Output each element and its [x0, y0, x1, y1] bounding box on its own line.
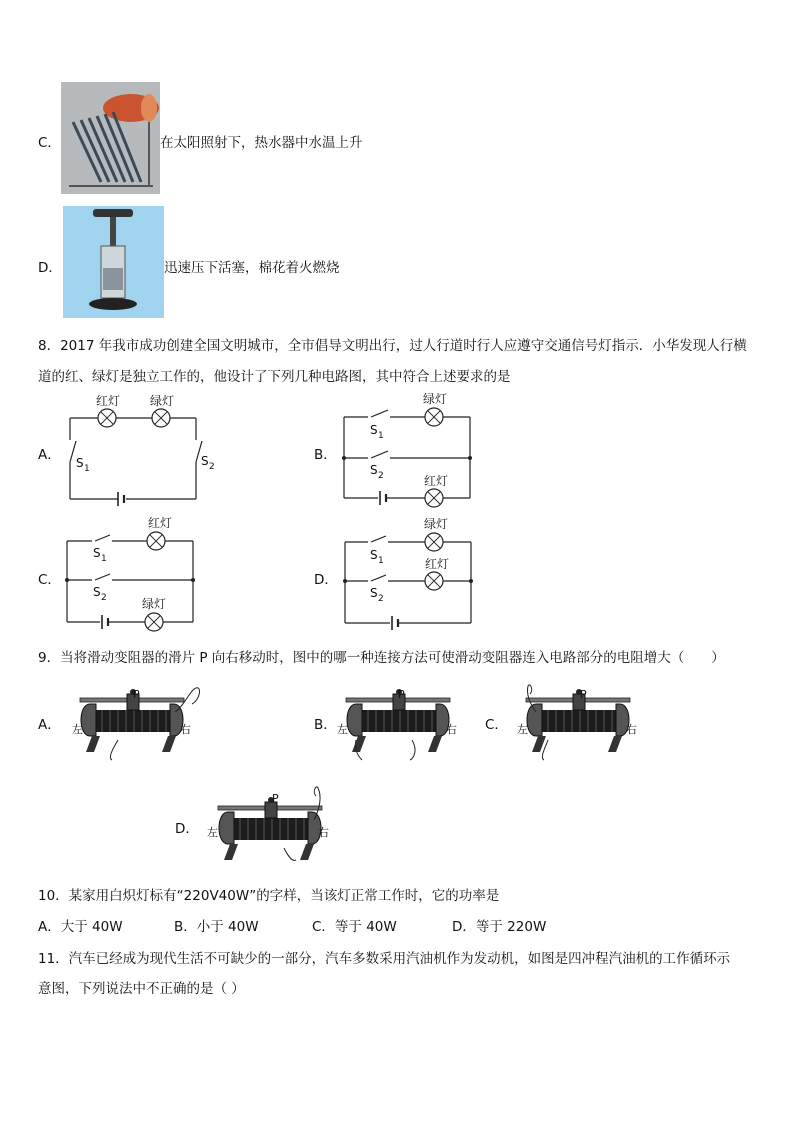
- svg-text:2: 2: [209, 462, 215, 472]
- svg-text:2: 2: [101, 593, 107, 603]
- circuit-d-s: S: [370, 586, 378, 600]
- rheostat-c-right: 右: [626, 723, 637, 736]
- circuit-c-green-label: 绿灯: [142, 597, 167, 611]
- rheostat-d-right: 右: [318, 826, 329, 839]
- option-d-label: D．: [38, 260, 62, 276]
- circuit-d-s: S: [370, 548, 378, 562]
- svg-text:2: 2: [378, 594, 384, 604]
- q8-stem-line1: 8．2017 年我市成功创建全国文明城市，全市倡导文明出行，过人行道时行人应遵守交通信号灯指示．小华发现人行横: [38, 338, 747, 354]
- circuit-c-s: S: [93, 546, 101, 560]
- svg-text:1: 1: [84, 464, 90, 474]
- circuit-b-s: S: [370, 423, 378, 437]
- q9-rheostat-diagrams: [0, 680, 794, 870]
- option-d-text: 迅速压下活塞，棉花着火燃烧: [164, 260, 340, 276]
- rheostat-d-p: P: [272, 792, 279, 805]
- air-compression-syringe-image: [63, 206, 164, 318]
- rheostat-d-left: 左: [207, 826, 218, 839]
- circuit-a: [70, 418, 202, 506]
- circuit-c-s: S: [93, 585, 101, 599]
- q9-stem: 9．当将滑动变阻器的滑片 P 向右移动时，图中的哪一种连接方法可使滑动变阻器连入电路部分的电阻增大（ ）: [38, 650, 725, 666]
- circuit-c-option-label: C．: [38, 572, 61, 588]
- q10-option-c: C．等于 40W: [312, 919, 397, 935]
- rheostat-b-p: P: [398, 688, 405, 701]
- q8-stem-line2: 道的红、绿灯是独立工作的，他设计了下列几种电路图，其中符合上述要求的是: [38, 369, 511, 385]
- circuit-b-option-label: B．: [314, 447, 337, 463]
- circuit-c: [67, 535, 193, 629]
- rheostat-c: [526, 685, 630, 760]
- rheostat-a-option-label: A．: [38, 717, 61, 733]
- circuit-a-option-label: A．: [38, 447, 61, 463]
- svg-text:2: 2: [378, 471, 384, 481]
- circuit-d: [345, 536, 471, 630]
- circuit-c-red-label: 红灯: [148, 516, 173, 530]
- rheostat-b-option-label: B．: [314, 717, 337, 733]
- q11-stem-line1: 11．汽车已经成为现代生活不可缺少的一部分，汽车多数采用汽油机作为发动机，如图是四冲程汽油机的工作循环示: [38, 951, 731, 967]
- rheostat-c-option-label: C．: [485, 717, 508, 733]
- circuit-a-red-label: 红灯: [96, 394, 121, 408]
- q11-stem-line2: 意图，下列说法中不正确的是（ ）: [38, 981, 245, 997]
- rheostat-b-left: 左: [337, 723, 348, 736]
- rheostat-d: [218, 787, 322, 860]
- circuit-b-red-label: 红灯: [424, 474, 449, 488]
- circuit-a-green-label: 绿灯: [150, 394, 175, 408]
- circuit-b: [344, 410, 470, 505]
- rheostat-a-left: 左: [72, 723, 83, 736]
- circuit-a-s: S: [76, 456, 84, 470]
- rheostat-c-left: 左: [517, 723, 528, 736]
- q10-option-a: A．大于 40W: [38, 919, 123, 935]
- circuit-d-green-label: 绿灯: [424, 517, 449, 531]
- rheostat-a-right: 右: [180, 723, 191, 736]
- circuit-d-option-label: D．: [314, 572, 338, 588]
- q8-circuit-diagrams: [0, 385, 794, 635]
- rheostat-d-option-label: D．: [175, 821, 199, 837]
- q10-option-d: D．等于 220W: [452, 919, 547, 935]
- circuit-a-s: S: [201, 454, 209, 468]
- svg-text:1: 1: [101, 554, 107, 564]
- circuit-b-green-label: 绿灯: [423, 392, 448, 406]
- option-c-text: 在太阳照射下，热水器中水温上升: [160, 135, 363, 151]
- q10-option-b: B．小于 40W: [174, 919, 259, 935]
- svg-text:1: 1: [378, 431, 384, 441]
- solar-water-heater-image: [61, 82, 160, 194]
- circuit-d-red-label: 红灯: [425, 557, 450, 571]
- option-c-label: C．: [38, 135, 61, 151]
- rheostat-b-right: 右: [446, 723, 457, 736]
- rheostat-c-p: P: [580, 688, 587, 701]
- circuit-b-s: S: [370, 463, 378, 477]
- rheostat-a-p: P: [133, 688, 140, 701]
- svg-text:1: 1: [378, 556, 384, 566]
- q10-stem: 10．某家用白炽灯标有“220V40W”的字样，当该灯正常工作时，它的功率是: [38, 888, 500, 904]
